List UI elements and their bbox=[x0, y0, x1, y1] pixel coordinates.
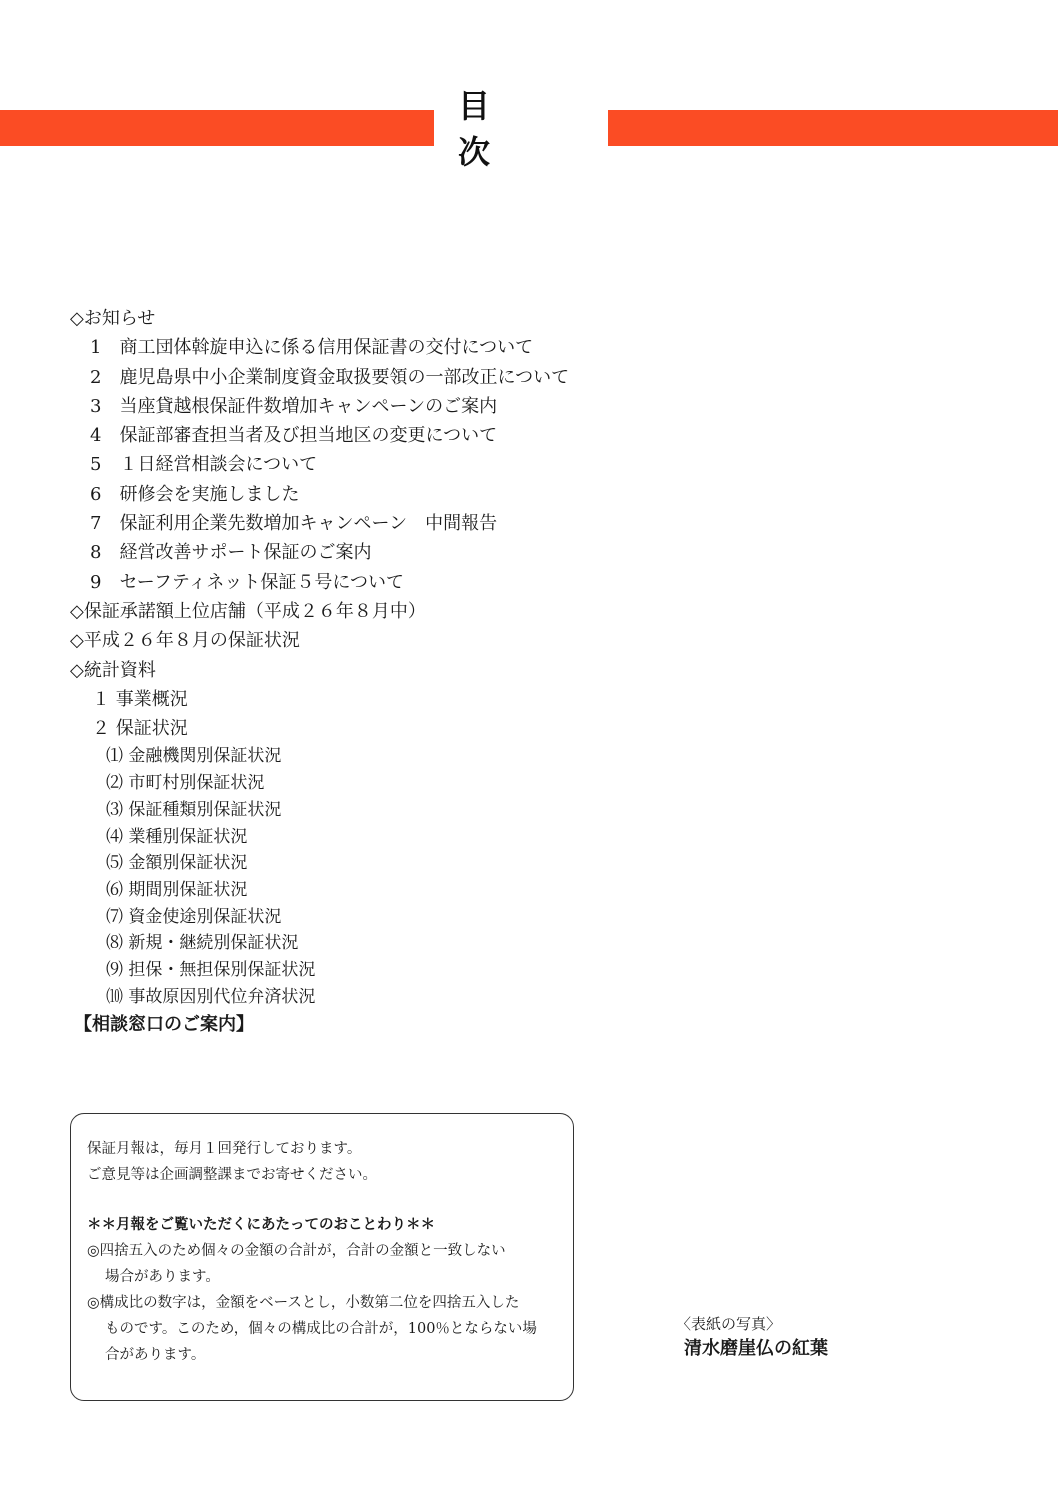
toc-stats-subitem[interactable]: ⑵ 市町村別保証状況 bbox=[106, 773, 265, 794]
toc-stats-subitem[interactable]: ⑼ 担保・無担保別保証状況 bbox=[106, 959, 316, 980]
toc-stats-subitem[interactable]: ⑺ 資金使途別保証状況 bbox=[106, 906, 282, 927]
notice-note: ものです。このため，個々の構成比の合計が，100％とならない場 bbox=[105, 1321, 537, 1337]
notice-note: ◎構成比の数字は，金額をベースとし，小数第二位を四捨五入した bbox=[87, 1295, 520, 1311]
toc-stats-item[interactable]: ２ 保証状況 bbox=[92, 718, 188, 740]
toc-item[interactable]: 1 商工団体斡旋申込に係る信用保証書の交付について bbox=[90, 337, 534, 359]
toc-stats-subitem[interactable]: ⑹ 期間別保証状況 bbox=[106, 879, 248, 900]
cover-photo-caption bbox=[676, 1313, 828, 1363]
toc-stats-subitem[interactable]: ⑴ 金融機関別保証状況 bbox=[106, 746, 282, 767]
notice-box bbox=[70, 1113, 574, 1401]
notice-line: 保証月報は，毎月１回発行しております。 bbox=[87, 1141, 362, 1157]
toc-stats-subitem[interactable]: ⑶ 保証種類別保証状況 bbox=[106, 799, 282, 820]
toc-notices-heading[interactable]: ◇お知らせ bbox=[70, 308, 156, 329]
toc-stats-subitem[interactable]: ⑽ 事故原因別代位弁済状況 bbox=[106, 986, 316, 1007]
toc-item[interactable]: 4 保証部審査担当者及び担当地区の変更について bbox=[90, 425, 498, 447]
toc-item[interactable]: 7 保証利用企業先数増加キャンペーン 中間報告 bbox=[90, 513, 498, 535]
toc-stats-item[interactable]: １ 事業概況 bbox=[92, 688, 188, 710]
toc-stats-heading[interactable]: ◇統計資料 bbox=[70, 659, 156, 681]
toc-consult-heading[interactable]: 【相談窓口のご案内】 bbox=[74, 1014, 254, 1036]
toc-status-heading[interactable]: ◇平成２６年８月の保証状況 bbox=[70, 630, 300, 652]
caption-title: 清水磨崖仏の紅葉 bbox=[684, 1338, 828, 1359]
notice-note: ◎四捨五入のため個々の金額の合計が，合計の金額と一致しない bbox=[87, 1243, 506, 1259]
toc-stats-subitem[interactable]: ⑻ 新規・継続別保証状況 bbox=[106, 933, 299, 954]
toc-item[interactable]: 9 セーフティネット保証５号について bbox=[90, 571, 405, 593]
toc-stats-subitem[interactable]: ⑸ 金額別保証状況 bbox=[106, 853, 248, 874]
toc-stats-subitem[interactable]: ⑷ 業種別保証状況 bbox=[106, 826, 248, 847]
toc-item[interactable]: 3 当座貸越根保証件数増加キャンペーンのご案内 bbox=[90, 395, 498, 417]
toc-item[interactable]: 5 １日経営相談会について bbox=[90, 454, 318, 476]
toc-branches-heading[interactable]: ◇保証承諾額上位店舗（平成２６年８月中） bbox=[70, 600, 426, 622]
table-of-contents bbox=[70, 304, 569, 1040]
notice-line: ご意見等は企画調整課までお寄せください。 bbox=[87, 1167, 377, 1183]
notice-note: 合があります。 bbox=[105, 1347, 206, 1363]
notice-note: 場合があります。 bbox=[105, 1269, 220, 1285]
toc-item[interactable]: 6 研修会を実施しました bbox=[90, 483, 300, 505]
notice-heading: ＊＊月報をご覧いただくにあたってのおことわり＊＊ bbox=[87, 1217, 435, 1233]
spacer bbox=[87, 1188, 559, 1212]
caption-label: 〈表紙の写真〉 bbox=[676, 1315, 782, 1333]
toc-item[interactable]: 8 経営改善サポート保証のご案内 bbox=[90, 542, 372, 564]
toc-item[interactable]: 2 鹿児島県中小企業制度資金取扱要領の一部改正について bbox=[90, 366, 570, 388]
page-title: 目 次 bbox=[434, 104, 608, 150]
